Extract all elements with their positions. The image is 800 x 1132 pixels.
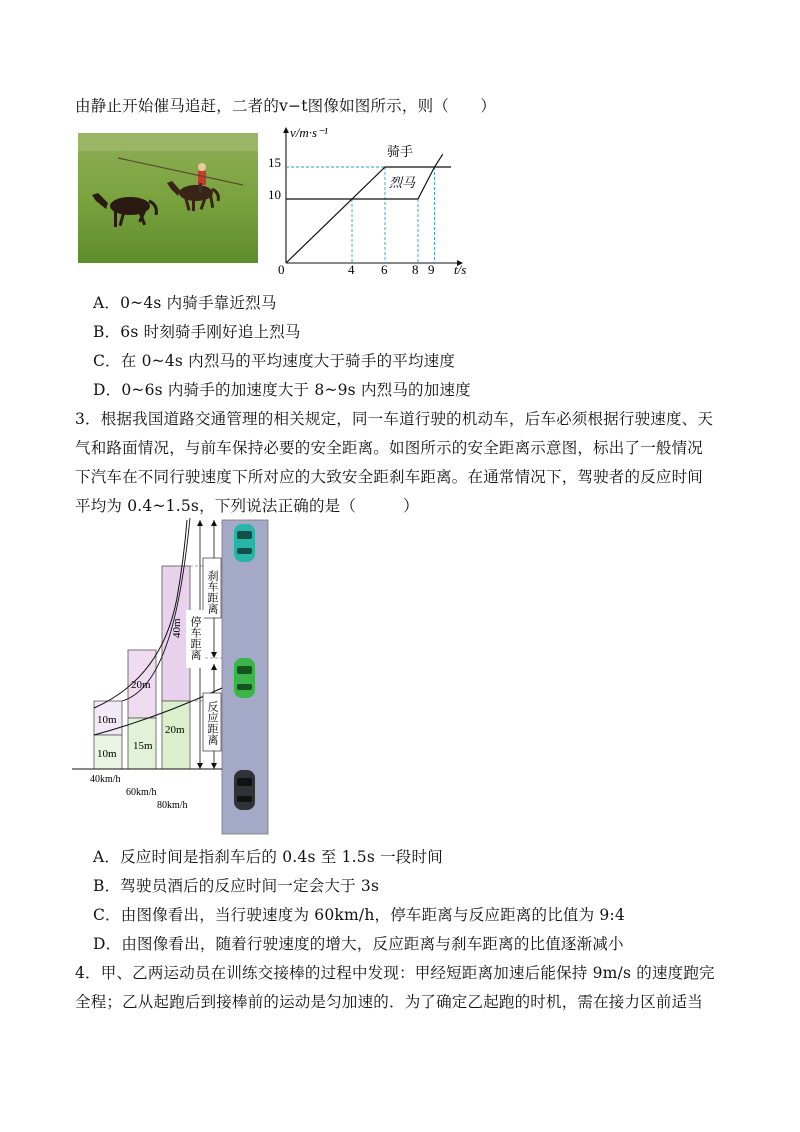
q3-stem-line-3: 下汽车在不同行驶速度下所对应的大致安全距刹车距离。在通常情况下，驾驶者的反应时间 xyxy=(75,468,704,486)
front-car-icon xyxy=(234,524,255,562)
q4-stem-line-2: 全程；乙从起跑后到接棒前的运动是匀加速的．为了确定乙起跑的时机，需在接力区前适当 xyxy=(75,993,704,1011)
reaction-distance-label: 反应距离 xyxy=(206,701,218,745)
q2-option-c: C．在 0~4s 内烈马的平均速度大于骑手的平均速度 xyxy=(93,352,456,370)
stopping-distance-label: 停车距离 xyxy=(189,616,201,660)
q3-option-a: A．反应时间是指刹车后的 0.4s 至 1.5s 一段时间 xyxy=(93,848,443,866)
speed-80-label: 80km/h xyxy=(157,800,188,811)
rider-line xyxy=(286,167,451,263)
y-tick-10: 10 xyxy=(268,187,281,202)
bar-40-reaction-label: 10m xyxy=(97,748,117,760)
x-tick-8: 8 xyxy=(412,262,419,277)
y-tick-15: 15 xyxy=(268,155,281,170)
x-axis-label: t/s xyxy=(454,262,467,277)
y-axis-label: v/m·s⁻¹ xyxy=(290,125,328,140)
middle-car-icon xyxy=(234,658,255,698)
speed-40-label: 40km/h xyxy=(90,774,121,785)
x-tick-4: 4 xyxy=(348,262,355,277)
q3-stem-line-1: 3．根据我国道路交通管理的相关规定，同一车道行驶的机动车，后车必须根据行驶速度、天 xyxy=(75,410,714,428)
braking-distance-label: 刹车距离 xyxy=(206,570,218,614)
bar-80-reaction-label: 20m xyxy=(165,724,185,736)
q3-option-c: C．由图像看出，当行驶速度为 60km/h，停车距离与反应距离的比值为 9:4 xyxy=(93,906,625,924)
q2-option-b: B．6s 时刻骑手刚好追上烈马 xyxy=(93,323,301,341)
bar-80-braking-label: 40m xyxy=(171,618,183,638)
y-axis-arrow xyxy=(283,127,289,133)
vt-graph xyxy=(262,125,482,280)
q3-option-d: D．由图像看出，随着行驶速度的增大，反应距离与刹车距离的比值逐渐减小 xyxy=(93,935,624,953)
rider-label: 骑手 xyxy=(387,144,414,159)
speed-60-label: 60km/h xyxy=(126,787,157,798)
horse-label: 烈马 xyxy=(389,175,416,190)
x-tick-6: 6 xyxy=(381,262,388,277)
q3-stem-line-4: 平均为 0.4~1.5s，下列说法正确的是（ ） xyxy=(75,497,419,515)
q2-option-a: A．0~4s 内骑手靠近烈马 xyxy=(93,294,277,312)
q2-option-d: D．0~6s 内骑手的加速度大于 8~9s 内烈马的加速度 xyxy=(93,381,471,399)
q4-stem-line-1: 4．甲、乙两运动员在训练交接棒的过程中发现：甲经短距离加速后能保持 9m/s 的速度跑完 xyxy=(75,964,715,982)
q2-stem: 由静止开始催马追赶，二者的v−t图像如图所示，则（ ） xyxy=(75,97,497,115)
bar-40-braking-label: 10m xyxy=(97,714,117,726)
rear-car-icon xyxy=(234,770,255,810)
q3-stem-line-2: 气和路面情况，与前车保持必要的安全距离。如图所示的安全距离示意图，标出了一般情况 xyxy=(75,439,704,457)
bar-60-braking-label: 20m xyxy=(131,679,151,691)
bar-60-reaction-label: 15m xyxy=(133,740,153,752)
safety-distance-diagram xyxy=(72,518,282,836)
x-tick-9: 9 xyxy=(428,262,435,277)
horse-line xyxy=(286,154,443,199)
bar-80kmh xyxy=(162,566,190,769)
horse-rider-photo xyxy=(78,133,258,263)
q3-option-b: B．驾驶员酒后的反应时间一定会大于 3s xyxy=(93,877,380,895)
x-tick-0: 0 xyxy=(278,262,285,277)
